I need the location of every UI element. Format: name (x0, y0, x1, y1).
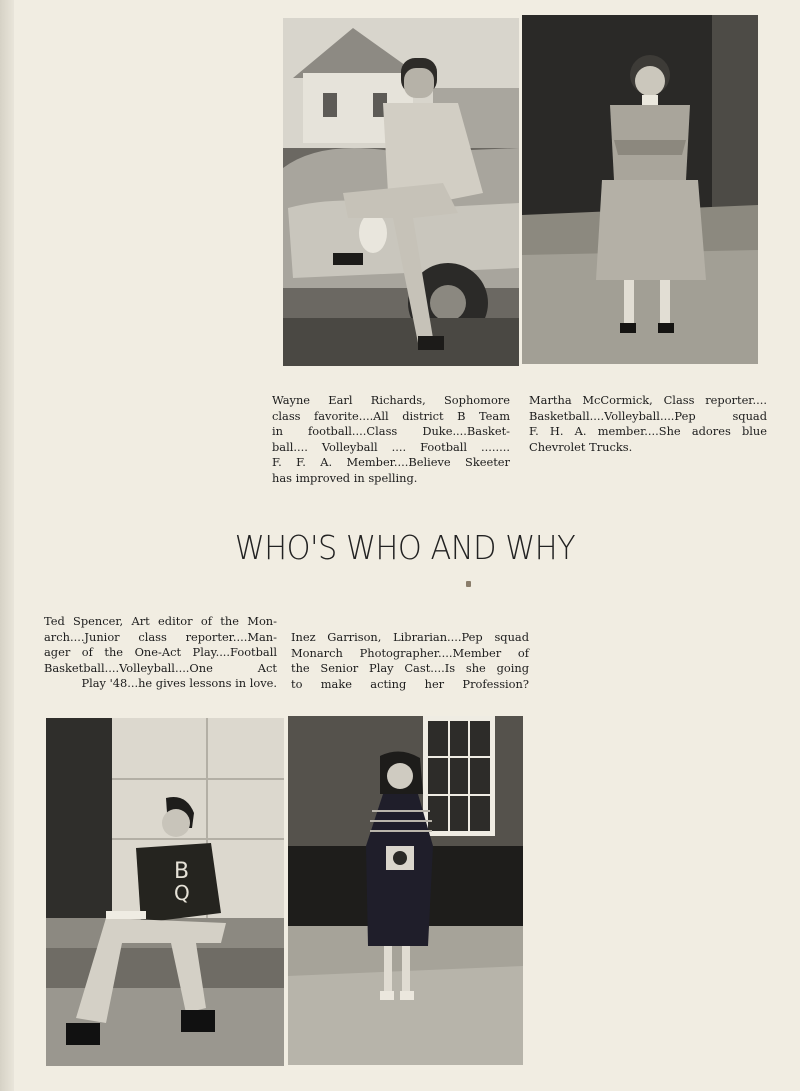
photo-martha-mccormick (522, 15, 758, 364)
caption-line: has improved in spelling. (272, 470, 418, 485)
caption-line: Basketball....Volleyball....One Act (44, 660, 277, 675)
ornament-mark (466, 581, 471, 587)
caption-line: to make acting her Profession? (291, 676, 529, 691)
photo-ted-spencer (46, 718, 284, 1066)
caption-inez-garrison (291, 630, 529, 692)
caption-line: Basketball....Volleyball....Pep squad (529, 408, 767, 423)
caption-line: ball.... Volleyball .... Football ........ (272, 439, 510, 454)
caption-line: the Senior Play Cast....Is she going (291, 661, 529, 676)
page-title: WHO'S WHO AND WHY (234, 528, 576, 567)
caption-line: arch....Junior class reporter....Man- (44, 629, 277, 644)
svg-text:Q: Q (174, 881, 190, 905)
photo-wayne-richards (283, 18, 519, 366)
caption-line: Chevrolet Trucks. (529, 439, 633, 454)
caption-line: Martha McCormick, Class reporter.... (529, 393, 767, 407)
caption-line: Monarch Photographer....Member of (291, 645, 529, 660)
caption-ted-spencer (44, 614, 277, 692)
caption-line: F. F. A. Member....Believe Skeeter (272, 455, 510, 470)
caption-line: Play '48...he gives lessons in love. (81, 676, 277, 691)
page-binding-edge (0, 0, 14, 1091)
caption-martha-mccormick (529, 393, 767, 455)
caption-line: Wayne Earl Richards, Sophomore (272, 393, 510, 407)
caption-line: in football....Class Duke....Basket- (272, 424, 510, 439)
caption-line: F. H. A. member....She adores blue (529, 424, 767, 439)
svg-text:B: B (174, 859, 190, 884)
caption-line: ager of the One-Act Play....Football (44, 645, 277, 660)
caption-line: Inez Garrison, Librarian....Pep squad (291, 630, 529, 644)
caption-line: Ted Spencer, Art editor of the Mon- (44, 614, 277, 628)
caption-line: class favorite....All district B Team (272, 408, 510, 423)
caption-wayne-richards (272, 393, 510, 487)
photo-inez-garrison (288, 716, 523, 1065)
